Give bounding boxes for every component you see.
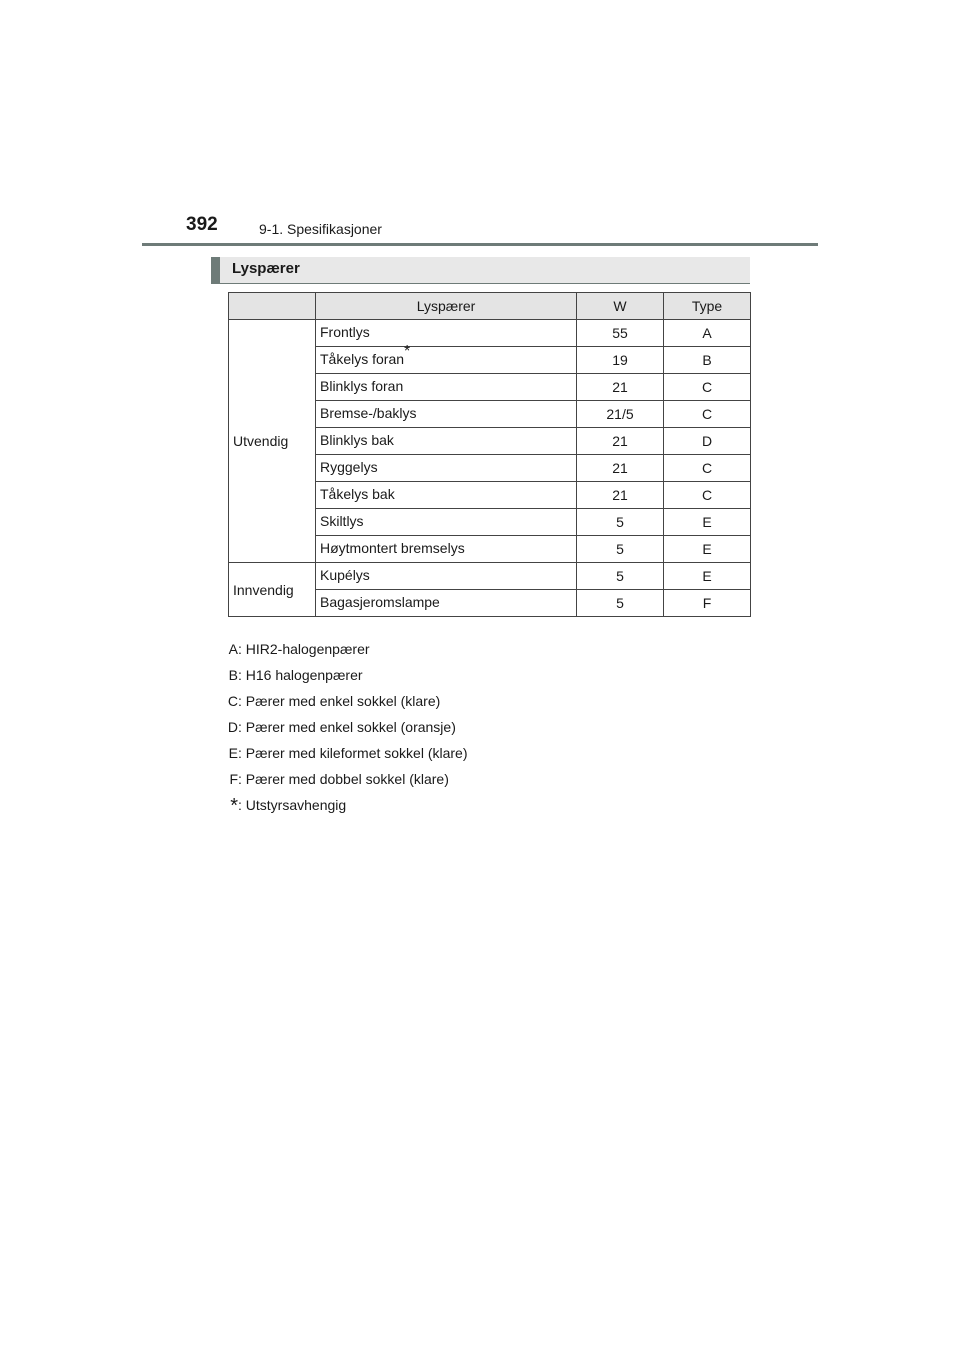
- type-notes: [216, 640, 736, 822]
- bulb-name: Ryggelys: [316, 455, 577, 482]
- table-header-row: [229, 293, 751, 320]
- note-key: C: [227, 693, 238, 709]
- bulb-type: C: [664, 401, 751, 428]
- bulb-watt: 21: [577, 428, 664, 455]
- bulb-name: Tåkelys bak: [316, 482, 577, 509]
- bulb-watt: 19: [577, 347, 664, 374]
- footnote: *: Utstyrsavhengig: [216, 796, 736, 822]
- bulb-type: E: [664, 509, 751, 536]
- footnote-marker: *: [404, 343, 411, 361]
- note-key: B: [228, 667, 238, 683]
- bulb-watt: 5: [577, 509, 664, 536]
- bulb-watt: 21: [577, 482, 664, 509]
- header-rule: [142, 243, 818, 246]
- note-text: Pærer med enkel sokkel (klare): [245, 693, 441, 709]
- bulb-name: Høytmontert bremselys: [316, 536, 577, 563]
- bulb-type: C: [664, 482, 751, 509]
- note-item: E: Pærer med kileformet sokkel (klare): [216, 744, 736, 770]
- bulb-table: [228, 292, 751, 617]
- note-item: F: Pærer med dobbel sokkel (klare): [216, 770, 736, 796]
- chapter-heading: 9-1. Spesifikasjoner: [259, 221, 382, 237]
- column-header: Type: [664, 293, 751, 320]
- column-header: Lyspærer: [316, 293, 577, 320]
- bulb-watt: 5: [577, 590, 664, 617]
- page-number: 392: [186, 214, 218, 235]
- bulb-name: Blinklys foran: [316, 374, 577, 401]
- bulb-type: C: [664, 455, 751, 482]
- footnote-key: [216, 795, 238, 817]
- footnote-symbol: *: [230, 795, 238, 817]
- note-text: Pærer med dobbel sokkel (klare): [245, 771, 449, 787]
- bulb-name: Bagasjeromslampe: [316, 590, 577, 617]
- bulb-type: A: [664, 320, 751, 347]
- group-cell: Innvendig: [229, 563, 316, 617]
- bulb-name: Skiltlys: [316, 509, 577, 536]
- note-item: B: H16 halogenpærer: [216, 666, 736, 692]
- note-text: HIR2-halogenpærer: [245, 641, 370, 657]
- note-key: A: [228, 641, 238, 657]
- section-title: Lyspærer: [232, 260, 300, 277]
- bulb-type: E: [664, 536, 751, 563]
- note-item: A: HIR2-halogenpærer: [216, 640, 736, 666]
- bulb-type: C: [664, 374, 751, 401]
- note-text: Pærer med enkel sokkel (oransje): [245, 719, 456, 735]
- note-key: D: [227, 719, 238, 735]
- bulb-watt: 5: [577, 536, 664, 563]
- bulb-name-cell: [316, 343, 577, 374]
- bulb-watt: 21: [577, 374, 664, 401]
- group-cell: Utvendig: [229, 320, 316, 563]
- note-text: Pærer med kileformet sokkel (klare): [245, 745, 468, 761]
- bulb-watt: 21/5: [577, 401, 664, 428]
- bulb-name: Bremse-/baklys: [316, 401, 577, 428]
- column-header: W: [577, 293, 664, 320]
- bulb-type: F: [664, 590, 751, 617]
- note-key: F: [229, 771, 238, 787]
- bulb-name: Tåkelys foran: [320, 351, 405, 367]
- note-item: C: Pærer med enkel sokkel (klare): [216, 692, 736, 718]
- note-item: D: Pærer med enkel sokkel (oransje): [216, 718, 736, 744]
- bulb-type: D: [664, 428, 751, 455]
- bulb-type: B: [664, 347, 751, 374]
- note-key: E: [228, 745, 238, 761]
- bulb-name: Blinklys bak: [316, 428, 577, 455]
- bulb-type: E: [664, 563, 751, 590]
- footnote-text: Utstyrsavhengig: [245, 797, 347, 813]
- bulb-watt: 55: [577, 320, 664, 347]
- table-row: [229, 563, 751, 590]
- bulb-name: Frontlys: [316, 320, 577, 347]
- column-header: [229, 293, 316, 320]
- table-row: [229, 320, 751, 347]
- note-text: H16 halogenpærer: [245, 667, 363, 683]
- bulb-watt: 21: [577, 455, 664, 482]
- bulb-name: Kupélys: [316, 563, 577, 590]
- section-bar: [211, 257, 750, 284]
- bulb-watt: 5: [577, 563, 664, 590]
